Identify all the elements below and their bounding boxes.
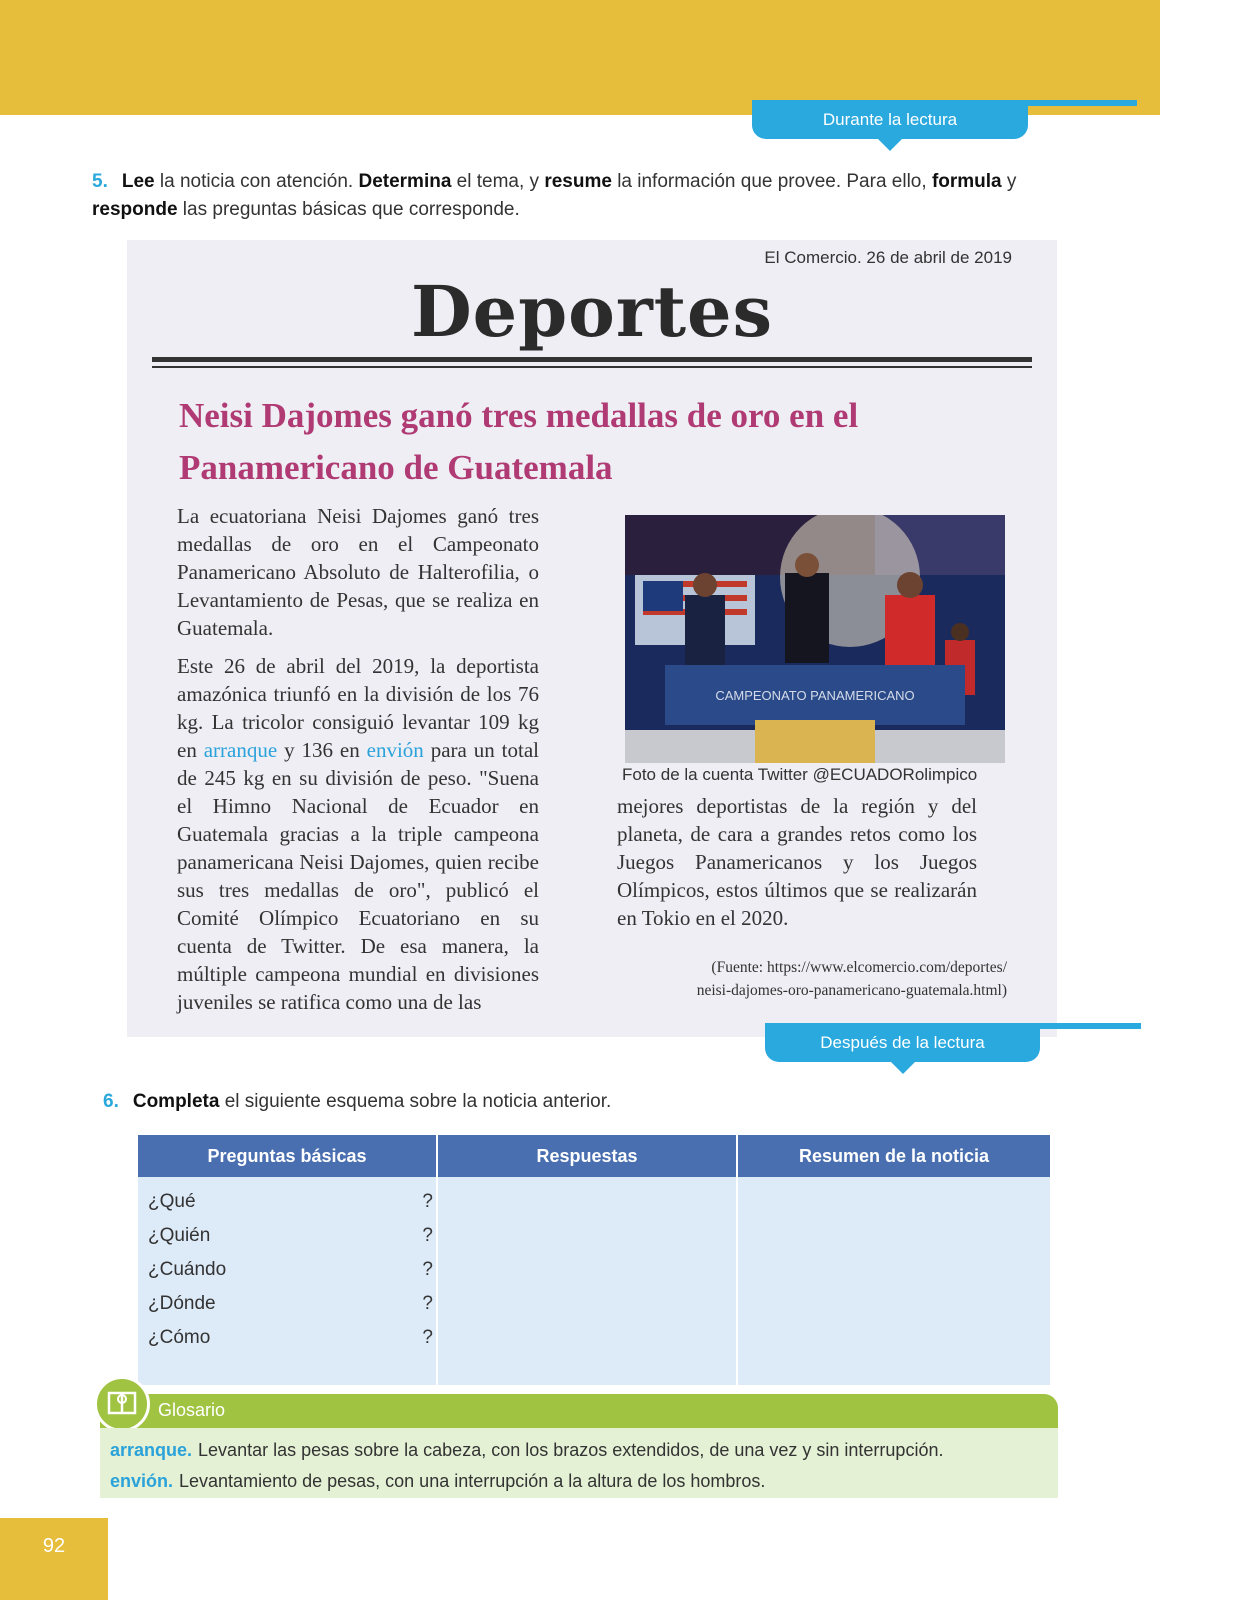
section-tab-after-reading (765, 1026, 1040, 1062)
instruction-text: las preguntas básicas que corresponde. (177, 199, 520, 220)
source-url-line: (Fuente: https://www.elcomercio.com/deportes/ (711, 959, 1007, 976)
table-column-divider (436, 1135, 438, 1385)
question-mark: ? (422, 1259, 433, 1280)
section-tab-label: Después de la lectura (820, 1033, 985, 1052)
table-column-divider (736, 1135, 738, 1385)
table-row (148, 1259, 433, 1281)
table-row (148, 1191, 433, 1213)
instruction-verb: formula (931, 171, 1002, 192)
instruction-verb: Determina (358, 171, 452, 192)
masthead-rule (152, 357, 1032, 362)
activity-number: 5. (92, 171, 108, 192)
glossary-title: Glosario (158, 1400, 226, 1420)
glossary-entry (110, 1471, 765, 1492)
article-paragraph: mejores deportistas de la región y del planeta, de cara a grandes retos como los Juegos Panamericanos y los Juegos Olímpicos, estos últimos que se realizarán en Tokio en el 2020. (617, 794, 977, 930)
page-number: 92 (0, 1518, 108, 1600)
instruction-verb: Completa (132, 1091, 220, 1112)
table-row (148, 1225, 433, 1247)
instruction-verb: responde (92, 199, 178, 220)
photo-caption: Foto de la cuenta Twitter @ECUADORolimpico (622, 765, 978, 784)
photo-banner-text: CAMPEONATO PANAMERICANO (715, 688, 915, 703)
table-header-questions: Preguntas básicas (138, 1135, 436, 1177)
question-mark: ? (422, 1327, 433, 1348)
glossary-definition: Levantar las pesas sobre la cabeza, con los brazos extendidos, de una vez y sin interrupción. (198, 1440, 944, 1460)
paragraph-text: para un total de 245 kg en su división de peso. "Suena el Himno Nacional de Ecuador en Guatemala gracias a la triple campeona panamericana Neisi Dajomes, quien recibe sus tres medallas de oro", publicó el Comité Olímpico Ecuatoriano en su cuenta de Twitter. De esa manera, la múltiple campeona mundial en divisiones juveniles se ratifica como una de las (177, 738, 539, 1014)
article-paragraph: La ecuatoriana Neisi Dajomes ganó tres medallas de oro en el Campeonato Panamericano Absoluto de Halterofilia, o Levantamiento de Pesas, que se realiza en Guatemala. (177, 504, 539, 640)
activity-5-instruction (92, 168, 1042, 224)
paragraph-text: y 136 en (277, 738, 367, 762)
instruction-text: la información que provee. Para ello, (611, 171, 932, 192)
instruction-text: el siguiente esquema sobre la noticia anterior. (219, 1091, 612, 1112)
article-source-date: El Comercio. 26 de abril de 2019 (764, 248, 1012, 267)
glossary-header-bar (100, 1394, 1058, 1428)
article-photo (625, 515, 1005, 763)
instruction-text: el tema, y (451, 171, 545, 192)
table-header-answers: Respuestas (438, 1135, 736, 1177)
glossary-term-link[interactable]: envión (366, 738, 424, 762)
article-paragraph (177, 652, 539, 1016)
question-mark: ? (422, 1191, 433, 1212)
instruction-verb: resume (544, 171, 612, 192)
question-mark: ? (422, 1293, 433, 1314)
source-url-line: neisi-dajomes-oro-panamericano-guatemala.html) (696, 982, 1007, 999)
question-word: ¿Cómo (148, 1327, 211, 1348)
table-row (148, 1293, 433, 1315)
schema-table-body (138, 1177, 1050, 1385)
section-tab-label: Durante la lectura (822, 110, 958, 129)
activity-number: 6. (103, 1091, 119, 1112)
instruction-text: y (1001, 171, 1017, 192)
glossary-definition: Levantamiento de pesas, con una interrupción a la altura de los hombros. (179, 1471, 766, 1491)
masthead-rule-thin (152, 366, 1032, 368)
activity-6-instruction (103, 1088, 1003, 1116)
instruction-text: la noticia con atención. (154, 171, 359, 192)
book-icon-svg (97, 1379, 147, 1429)
question-word: ¿Quién (148, 1225, 211, 1246)
article-right-column (617, 792, 977, 942)
article-left-column (177, 502, 539, 1026)
question-word: ¿Dónde (148, 1293, 216, 1314)
paragraph-text: Este 26 de abril del 2019, la deportista amazónica triunfó en la división de los 76 kg. La tricolor consiguió levantar 109 kg en (177, 654, 539, 762)
table-row (148, 1327, 433, 1349)
question-word: ¿Cuándo (148, 1259, 227, 1280)
glossary-entry (110, 1440, 943, 1461)
question-word: ¿Qué (148, 1191, 196, 1212)
article-source-reference (587, 956, 1007, 1002)
article-headline: Neisi Dajomes ganó tres medallas de oro en el Panamericano de Guatemala (179, 396, 859, 487)
news-article (127, 240, 1057, 1037)
newspaper-section-title: Deportes (410, 270, 774, 353)
glossary-term: arranque. (110, 1440, 193, 1460)
table-header-summary: Resumen de la noticia (738, 1135, 1050, 1177)
glossary-term-link[interactable]: arranque (203, 738, 278, 762)
top-color-band (0, 0, 1160, 115)
question-mark: ? (422, 1225, 433, 1246)
glossary-term: envión. (110, 1471, 174, 1491)
instruction-verb: Lee (121, 171, 155, 192)
section-tab-during-reading (752, 103, 1028, 139)
podium-photo-illustration (625, 515, 1005, 763)
book-icon (94, 1376, 150, 1432)
